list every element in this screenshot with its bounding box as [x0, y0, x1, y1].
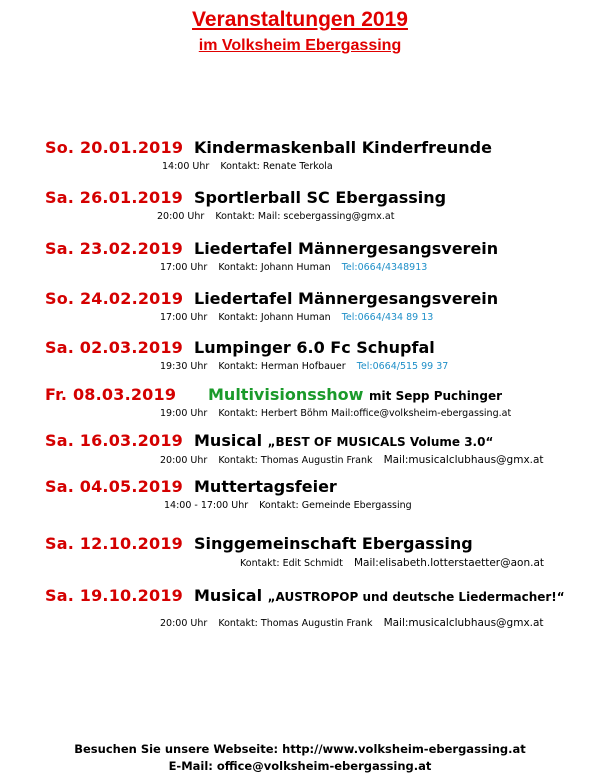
event-name — [208, 385, 502, 404]
event-name: Liedertafel Männergesangsverein — [194, 239, 499, 258]
event-date: Sa. 04.05.2019 — [45, 477, 183, 496]
event-date: Sa. 23.02.2019 — [45, 239, 183, 258]
event-contact: Kontakt: Herbert Böhm Mail:office@volksheim-ebergassing.at — [218, 408, 512, 419]
event-contact: Kontakt: Thomas Augustin Frank — [218, 618, 373, 629]
event-details — [162, 161, 341, 172]
event-mail: Mail:musicalclubhaus@gmx.at — [383, 454, 544, 466]
event-name: Sportlerball SC Ebergassing — [194, 188, 447, 207]
event-details — [160, 617, 544, 629]
event-time: 19:00 Uhr — [160, 408, 208, 419]
event-details — [160, 408, 519, 419]
event-contact: Kontakt: Herman Hofbauer — [218, 361, 346, 372]
event-date: Fr. 08.03.2019 — [45, 385, 177, 404]
event-contact: Kontakt: Renate Terkola — [220, 161, 333, 172]
event-name: Muttertagsfeier — [194, 477, 337, 496]
event-contact: Kontakt: Johann Human — [218, 312, 331, 323]
event-name: Kindermaskenball Kinderfreunde — [194, 138, 492, 157]
event-date: So. 20.01.2019 — [45, 138, 184, 157]
event-phone: Tel:0664/434 89 13 — [341, 312, 434, 323]
event-name: Singgemeinschaft Ebergassing — [194, 534, 473, 553]
event-contact: Kontakt: Mail: scebergassing@gmx.at — [215, 211, 395, 222]
event-mail: Mail:musicalclubhaus@gmx.at — [383, 617, 544, 629]
event-date: Sa. 12.10.2019 — [45, 534, 183, 553]
event-contact: Kontakt: Thomas Augustin Frank — [218, 455, 373, 466]
event-name: Liedertafel Männergesangsverein — [194, 289, 499, 308]
event-time: 17:00 Uhr — [160, 262, 208, 273]
event-date: Sa. 16.03.2019 — [45, 431, 183, 450]
event-contact: Kontakt: Gemeinde Ebergassing — [259, 500, 412, 511]
event-phone: Tel:0664/4348913 — [341, 262, 428, 273]
event-details — [164, 500, 420, 511]
event-time: 20:00 Uhr — [160, 618, 208, 629]
footer-website: Besuchen Sie unsere Webseite: http://www.volksheim-ebergassing.at — [74, 742, 526, 756]
event-name-extra: mit Sepp Puchinger — [369, 389, 502, 403]
event-date: Sa. 19.10.2019 — [45, 586, 183, 605]
event-time: 14:00 - 17:00 Uhr — [164, 500, 249, 511]
event-phone: Tel:0664/515 99 37 — [356, 361, 449, 372]
page-subtitle: im Volksheim Ebergassing — [198, 37, 402, 54]
event-contact: Kontakt: Edit Schmidt — [240, 558, 343, 569]
event-name: Lumpinger 6.0 Fc Schupfal — [194, 338, 435, 357]
footer-email: E-Mail: office@volksheim-ebergassing.at — [168, 759, 432, 773]
event-name-main: Musical — [194, 431, 263, 450]
event-time: 20:00 Uhr — [157, 211, 205, 222]
event-name — [194, 586, 565, 605]
event-date: Sa. 02.03.2019 — [45, 338, 183, 357]
event-mail: Mail:elisabeth.lotterstaetter@aon.at — [353, 557, 545, 569]
event-time: 20:00 Uhr — [160, 455, 208, 466]
event-details — [240, 557, 544, 569]
event-name — [194, 431, 493, 450]
event-name-extra: „AUSTROPOP und deutsche Liedermacher!“ — [267, 590, 565, 604]
event-date: Sa. 26.01.2019 — [45, 188, 183, 207]
event-date: So. 24.02.2019 — [45, 289, 184, 308]
event-details — [160, 361, 448, 372]
event-details — [160, 312, 433, 323]
event-details — [157, 211, 402, 222]
page-title: Veranstaltungen 2019 — [192, 8, 408, 31]
event-time: 14:00 Uhr — [162, 161, 210, 172]
event-details — [160, 262, 427, 273]
event-name-extra: „BEST OF MUSICALS Volume 3.0“ — [267, 435, 494, 449]
event-name-main: Musical — [194, 586, 263, 605]
event-name-main: Multivisionsshow — [208, 385, 364, 404]
event-contact: Kontakt: Johann Human — [218, 262, 331, 273]
event-time: 19:30 Uhr — [160, 361, 208, 372]
event-time: 17:00 Uhr — [160, 312, 208, 323]
event-details — [160, 454, 544, 466]
